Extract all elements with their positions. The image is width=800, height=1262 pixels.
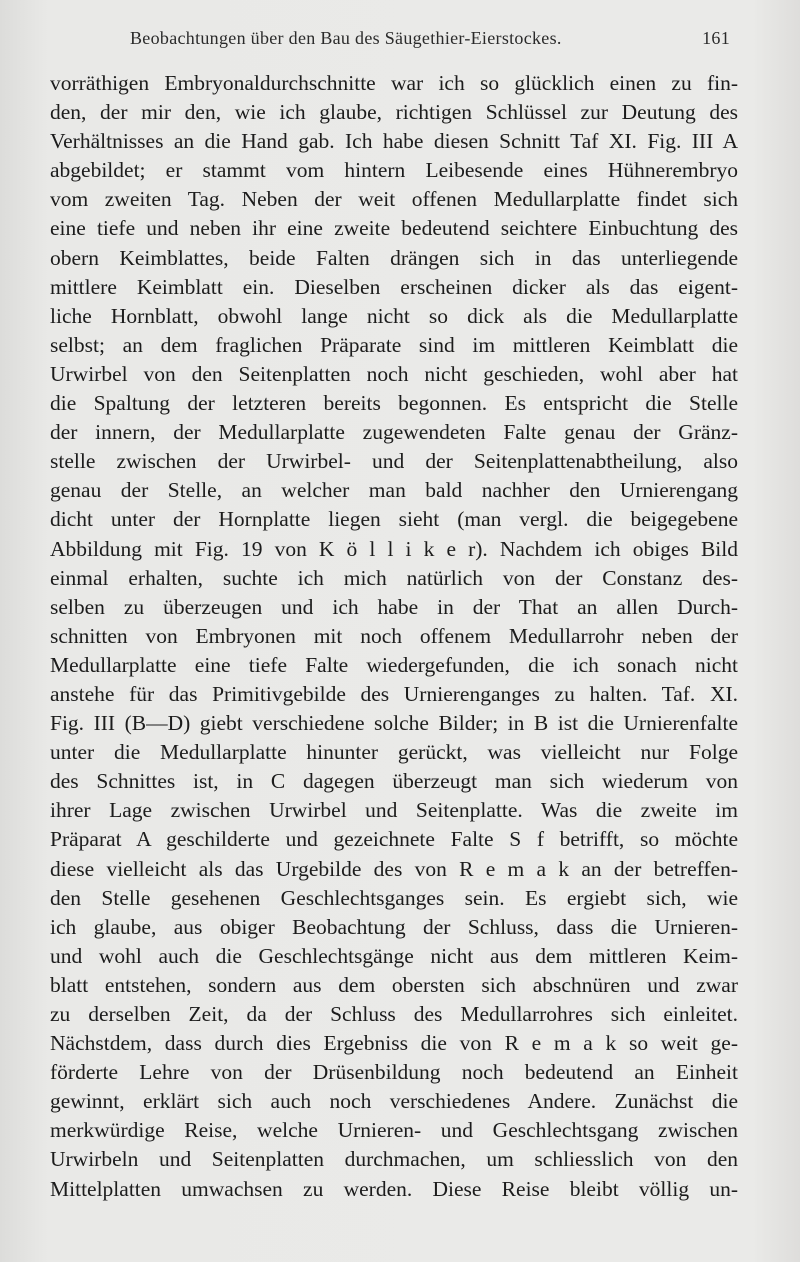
- text-line: selben zu überzeugen und ich habe in der That an allen Durch-: [50, 594, 738, 619]
- text-line: vom zweiten Tag. Neben der weit offenen Medullarplatte findet sich: [50, 187, 738, 212]
- text-line: die Spaltung der letzteren bereits begonnen. Es entspricht die Stelle: [50, 391, 738, 416]
- text-line: liche Hornblatt, obwohl lange nicht so dick als die Medullarplatte: [50, 303, 738, 328]
- text-line: diese vielleicht als das Urgebilde des von R e m a k an der betreffen-: [50, 856, 738, 881]
- text-line: eine tiefe und neben ihr eine zweite bedeutend seichtere Einbuchtung des: [50, 216, 738, 241]
- text-line: des Schnittes ist, in C dagegen überzeugt man sich wiederum von: [50, 769, 738, 794]
- text-line: merkwürdige Reise, welche Urnieren- und Geschlechtsgang zwischen: [50, 1118, 738, 1143]
- text-line: dicht unter der Hornplatte liegen sieht (man vergl. die beigegebene: [50, 507, 738, 532]
- text-line: Verhältnisses an die Hand gab. Ich habe diesen Schnitt Taf XI. Fig. III A: [50, 129, 738, 154]
- text-line: abgebildet; er stammt vom hintern Leibesende eines Hühnerembryo: [50, 158, 738, 183]
- text-line: Urwirbeln und Seitenplatten durchmachen, um schliesslich von den: [50, 1147, 738, 1172]
- text-line: Nächstdem, dass durch dies Ergebniss die von R e m a k so weit ge-: [50, 1031, 738, 1056]
- text-line: Fig. III (B—D) giebt verschiedene solche Bilder; in B ist die Urnierenfalte: [50, 711, 738, 736]
- text-line: gewinnt, erklärt sich auch noch verschiedenes Andere. Zunächst die: [50, 1089, 738, 1114]
- text-line: den Stelle gesehenen Geschlechtsganges sein. Es ergiebt sich, wie: [50, 885, 738, 910]
- text-line: ich glaube, aus obiger Beobachtung der Schluss, dass die Urnieren-: [50, 914, 738, 939]
- text-line: Medullarplatte eine tiefe Falte wiedergefunden, die ich sonach nicht: [50, 652, 738, 677]
- text-line: Mittelplatten umwachsen zu werden. Diese Reise bleibt völlig un-: [50, 1176, 738, 1201]
- text-line: zu derselben Zeit, da der Schluss des Medullarrohres sich einleitet.: [50, 1002, 738, 1026]
- text-line: blatt entstehen, sondern aus dem obersten sich abschnüren und zwar: [50, 972, 738, 997]
- running-head: [130, 28, 730, 56]
- text-line: Urwirbel von den Seitenplatten noch nicht geschieden, wohl aber hat: [50, 361, 738, 386]
- text-line: schnitten von Embryonen mit noch offenem Medullarrohr neben der: [50, 623, 738, 648]
- text-line: ihrer Lage zwischen Urwirbel und Seitenplatte. Was die zweite im: [50, 798, 738, 823]
- text-line: anstehe für das Primitivgebilde des Urnierenganges zu halten. Taf. XI.: [50, 681, 738, 706]
- text-line: stelle zwischen der Urwirbel- und der Seitenplattenabtheilung, also: [50, 449, 738, 474]
- text-line: und wohl auch die Geschlechtsgänge nicht aus dem mittleren Keim-: [50, 943, 738, 968]
- text-line: vorräthigen Embryonaldurchschnitte war ich so glücklich einen zu fin-: [50, 71, 738, 95]
- running-head-title: Beobachtungen über den Bau des Säugethier-Eierstockes.: [130, 28, 562, 48]
- text-line: Abbildung mit Fig. 19 von K ö l l i k e r). Nachdem ich obiges Bild: [50, 536, 738, 561]
- text-line: obern Keimblattes, beide Falten drängen sich in das unterliegende: [50, 245, 738, 270]
- body-paragraph: [50, 69, 738, 1204]
- text-line: den, der mir den, wie ich glaube, richtigen Schlüssel zur Deutung des: [50, 100, 738, 125]
- text-line: genau der Stelle, an welcher man bald nachher den Urnierengang: [50, 478, 738, 503]
- text-line: einmal erhalten, suchte ich mich natürlich von der Constanz des-: [50, 565, 738, 590]
- text-line: mittlere Keimblatt ein. Dieselben erscheinen dicker als das eigent-: [50, 274, 738, 299]
- text-line: selbst; an dem fraglichen Präparate sind im mittleren Keimblatt die: [50, 332, 738, 357]
- text-line: der innern, der Medullarplatte zugewendeten Falte genau der Gränz-: [50, 420, 738, 445]
- page-number: 161: [702, 28, 730, 48]
- text-line: förderte Lehre von der Drüsenbildung noch bedeutend an Einheit: [50, 1060, 738, 1085]
- text-line: Präparat A geschilderte und gezeichnete Falte S f betrifft, so möchte: [50, 827, 738, 852]
- text-line: unter die Medullarplatte hinunter gerückt, was vielleicht nur Folge: [50, 740, 738, 765]
